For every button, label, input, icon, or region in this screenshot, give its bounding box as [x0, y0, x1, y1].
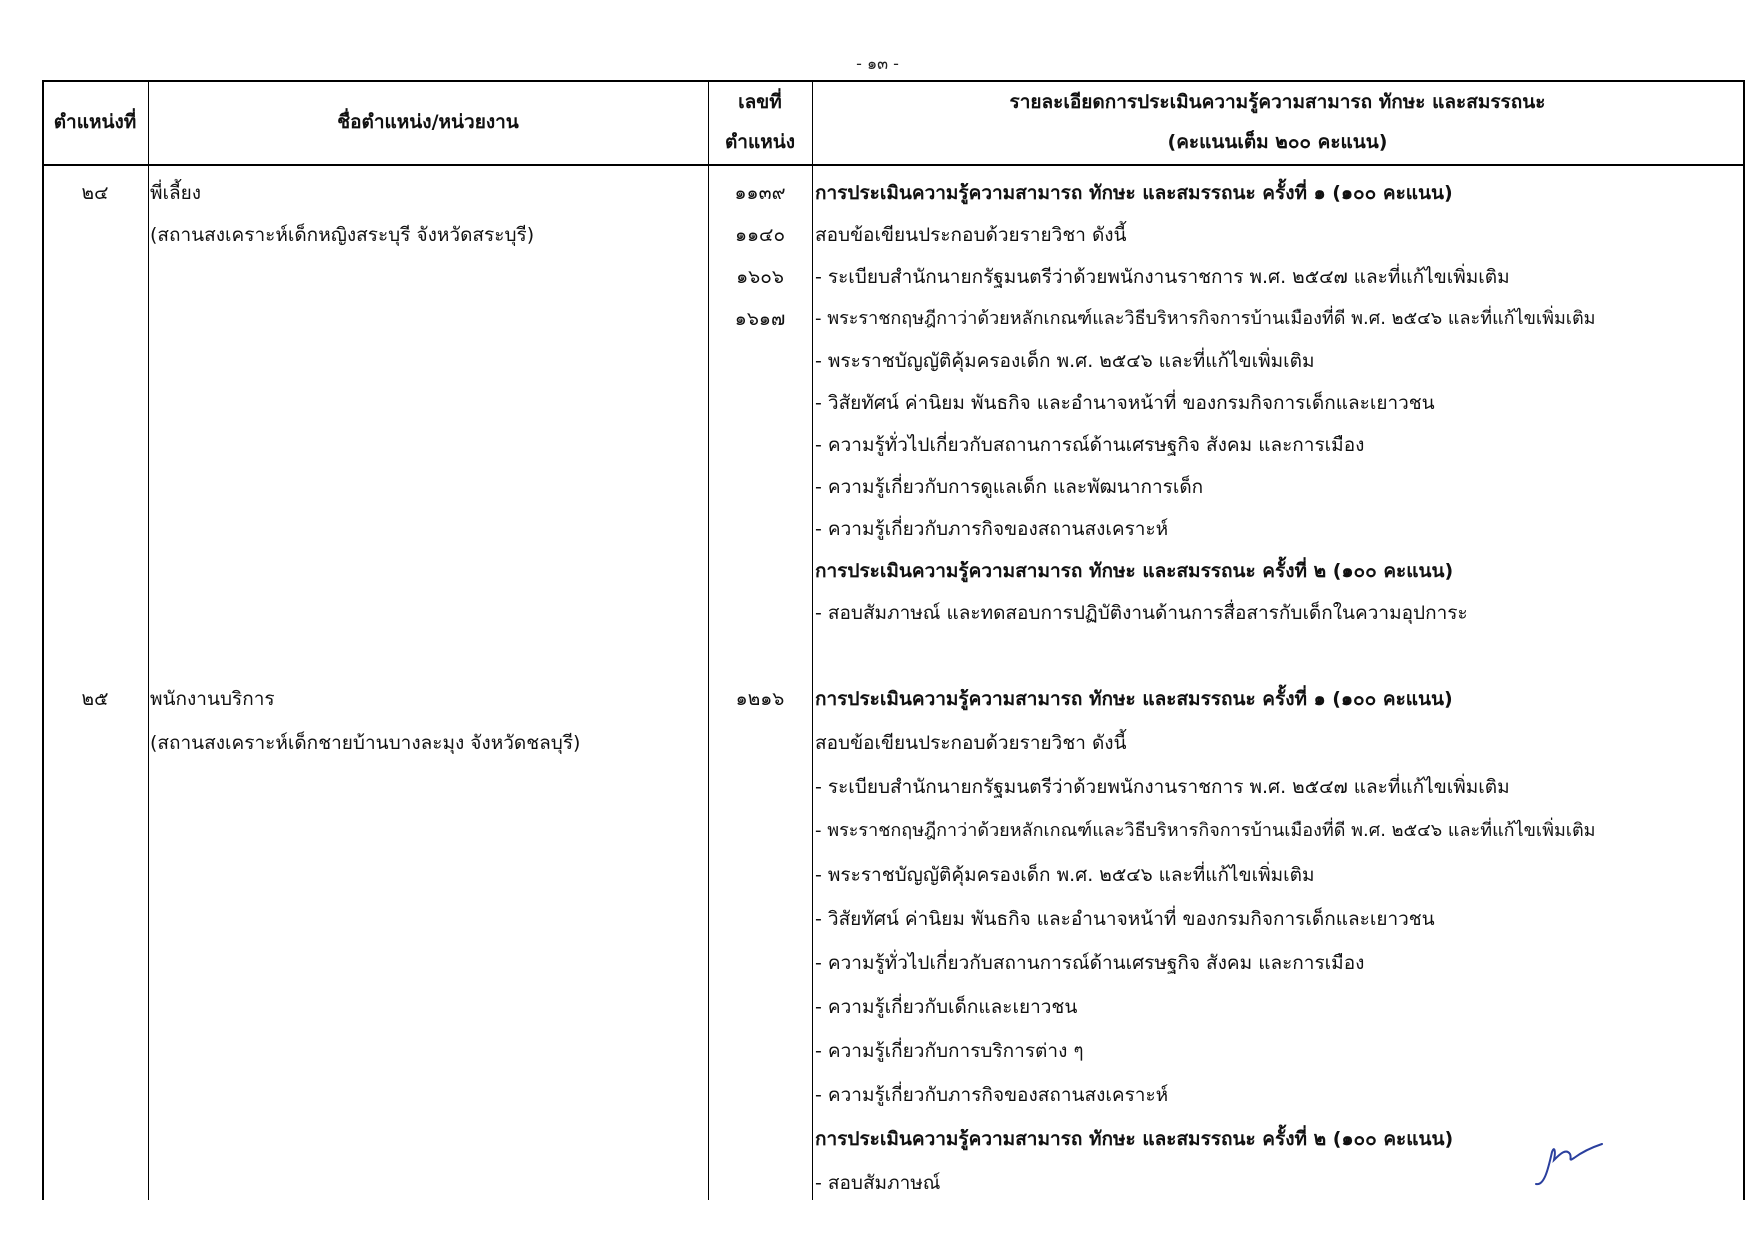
position-code: ๑๒๑๖: [735, 688, 785, 710]
position-unit: (สถานสงเคราะห์เด็กหญิงสระบุรี จังหวัดสระบุรี): [150, 224, 535, 246]
column-divider-1: [148, 80, 149, 1200]
detail-line: สอบข้อเขียนประกอบด้วยรายวิชา ดังนี้: [815, 224, 1127, 246]
detail-line: - สอบสัมภาษณ์ และทดสอบการปฏิบัติงานด้านการสื่อสารกับเด็กในความอุปการะ: [815, 602, 1468, 624]
detail-line: - ความรู้เกี่ยวกับภารกิจของสถานสงเคราะห์: [815, 1084, 1169, 1106]
position-title: พนักงานบริการ: [150, 688, 275, 710]
detail-line: - พระราชกฤษฎีกาว่าด้วยหลักเกณฑ์และวิธีบริหารกิจการบ้านเมืองที่ดี พ.ศ. ๒๕๔๖ และที่แก้ไขเพิ่มเติม: [815, 308, 1596, 329]
detail-line: สอบข้อเขียนประกอบด้วยรายวิชา ดังนี้: [815, 732, 1127, 754]
detail-line: การประเมินความรู้ความสามารถ ทักษะ และสมรรถนะ ครั้งที่ ๒ (๑๐๐ คะแนน): [815, 560, 1454, 582]
detail-line: - ระเบียบสำนักนายกรัฐมนตรีว่าด้วยพนักงานราชการ พ.ศ. ๒๕๔๗ และที่แก้ไขเพิ่มเติม: [815, 776, 1510, 798]
header-code-line1: เลขที่: [738, 91, 782, 113]
header-code-line2: ตำแหน่ง: [724, 131, 796, 153]
detail-line: - วิสัยทัศน์ ค่านิยม พันธกิจ และอำนาจหน้าที่ ของกรมกิจการเด็กและเยาวชน: [815, 908, 1435, 930]
detail-line: - ความรู้เกี่ยวกับการดูแลเด็ก และพัฒนาการเด็ก: [815, 476, 1204, 498]
header-detail-line2: (คะแนนเต็ม ๒๐๐ คะแนน): [1167, 131, 1388, 153]
position-code: ๑๑๓๙: [734, 182, 786, 204]
header-name: ชื่อตำแหน่ง/หน่วยงาน: [337, 111, 519, 133]
detail-line: - ความรู้เกี่ยวกับภารกิจของสถานสงเคราะห์: [815, 518, 1169, 540]
table-right-border: [1743, 80, 1745, 1200]
detail-line: - พระราชบัญญัติคุ้มครองเด็ก พ.ศ. ๒๕๔๖ และที่แก้ไขเพิ่มเติม: [815, 864, 1315, 886]
detail-line: - พระราชกฤษฎีกาว่าด้วยหลักเกณฑ์และวิธีบริหารกิจการบ้านเมืองที่ดี พ.ศ. ๒๕๔๖ และที่แก้ไขเพิ่มเติม: [815, 820, 1596, 841]
page-number: - ๑๓ -: [856, 54, 899, 73]
detail-line: - ความรู้เกี่ยวกับเด็กและเยาวชน: [815, 996, 1078, 1018]
column-divider-3: [812, 80, 813, 1200]
detail-line: - ความรู้ทั่วไปเกี่ยวกับสถานการณ์ด้านเศรษฐกิจ สังคม และการเมือง: [815, 952, 1365, 974]
detail-line: การประเมินความรู้ความสามารถ ทักษะ และสมรรถนะ ครั้งที่ ๒ (๑๐๐ คะแนน): [815, 1128, 1454, 1150]
evaluation-table: [42, 80, 1745, 1200]
position-unit: (สถานสงเคราะห์เด็กชายบ้านบางละมุง จังหวัดชลบุรี): [150, 732, 581, 754]
handwritten-signature: [1530, 1140, 1610, 1190]
detail-line: - พระราชบัญญัติคุ้มครองเด็ก พ.ศ. ๒๕๔๖ และที่แก้ไขเพิ่มเติม: [815, 350, 1315, 372]
header-bottom-border: [42, 164, 1745, 166]
position-code: ๑๑๔๐: [734, 224, 786, 246]
detail-line: - วิสัยทัศน์ ค่านิยม พันธกิจ และอำนาจหน้าที่ ของกรมกิจการเด็กและเยาวชน: [815, 392, 1435, 414]
position-code: ๑๖๐๖: [736, 266, 784, 288]
detail-line: - ระเบียบสำนักนายกรัฐมนตรีว่าด้วยพนักงานราชการ พ.ศ. ๒๕๔๗ และที่แก้ไขเพิ่มเติม: [815, 266, 1510, 288]
detail-line: - ความรู้ทั่วไปเกี่ยวกับสถานการณ์ด้านเศรษฐกิจ สังคม และการเมือง: [815, 434, 1365, 456]
header-position: ตำแหน่งที่: [53, 111, 137, 133]
detail-line: - สอบสัมภาษณ์: [815, 1172, 941, 1194]
row-number: ๒๔: [81, 182, 109, 204]
table-left-border: [42, 80, 44, 1200]
detail-line: - ความรู้เกี่ยวกับการบริการต่าง ๆ: [815, 1040, 1084, 1062]
detail-line: การประเมินความรู้ความสามารถ ทักษะ และสมรรถนะ ครั้งที่ ๑ (๑๐๐ คะแนน): [815, 688, 1453, 710]
row-number: ๒๕: [81, 688, 109, 710]
detail-line: การประเมินความรู้ความสามารถ ทักษะ และสมรรถนะ ครั้งที่ ๑ (๑๐๐ คะแนน): [815, 182, 1453, 204]
position-code: ๑๖๑๗: [734, 308, 786, 330]
position-title: พี่เลี้ยง: [150, 182, 202, 204]
header-detail-line1: รายละเอียดการประเมินความรู้ความสามารถ ทักษะ และสมรรถนะ: [1009, 91, 1546, 113]
